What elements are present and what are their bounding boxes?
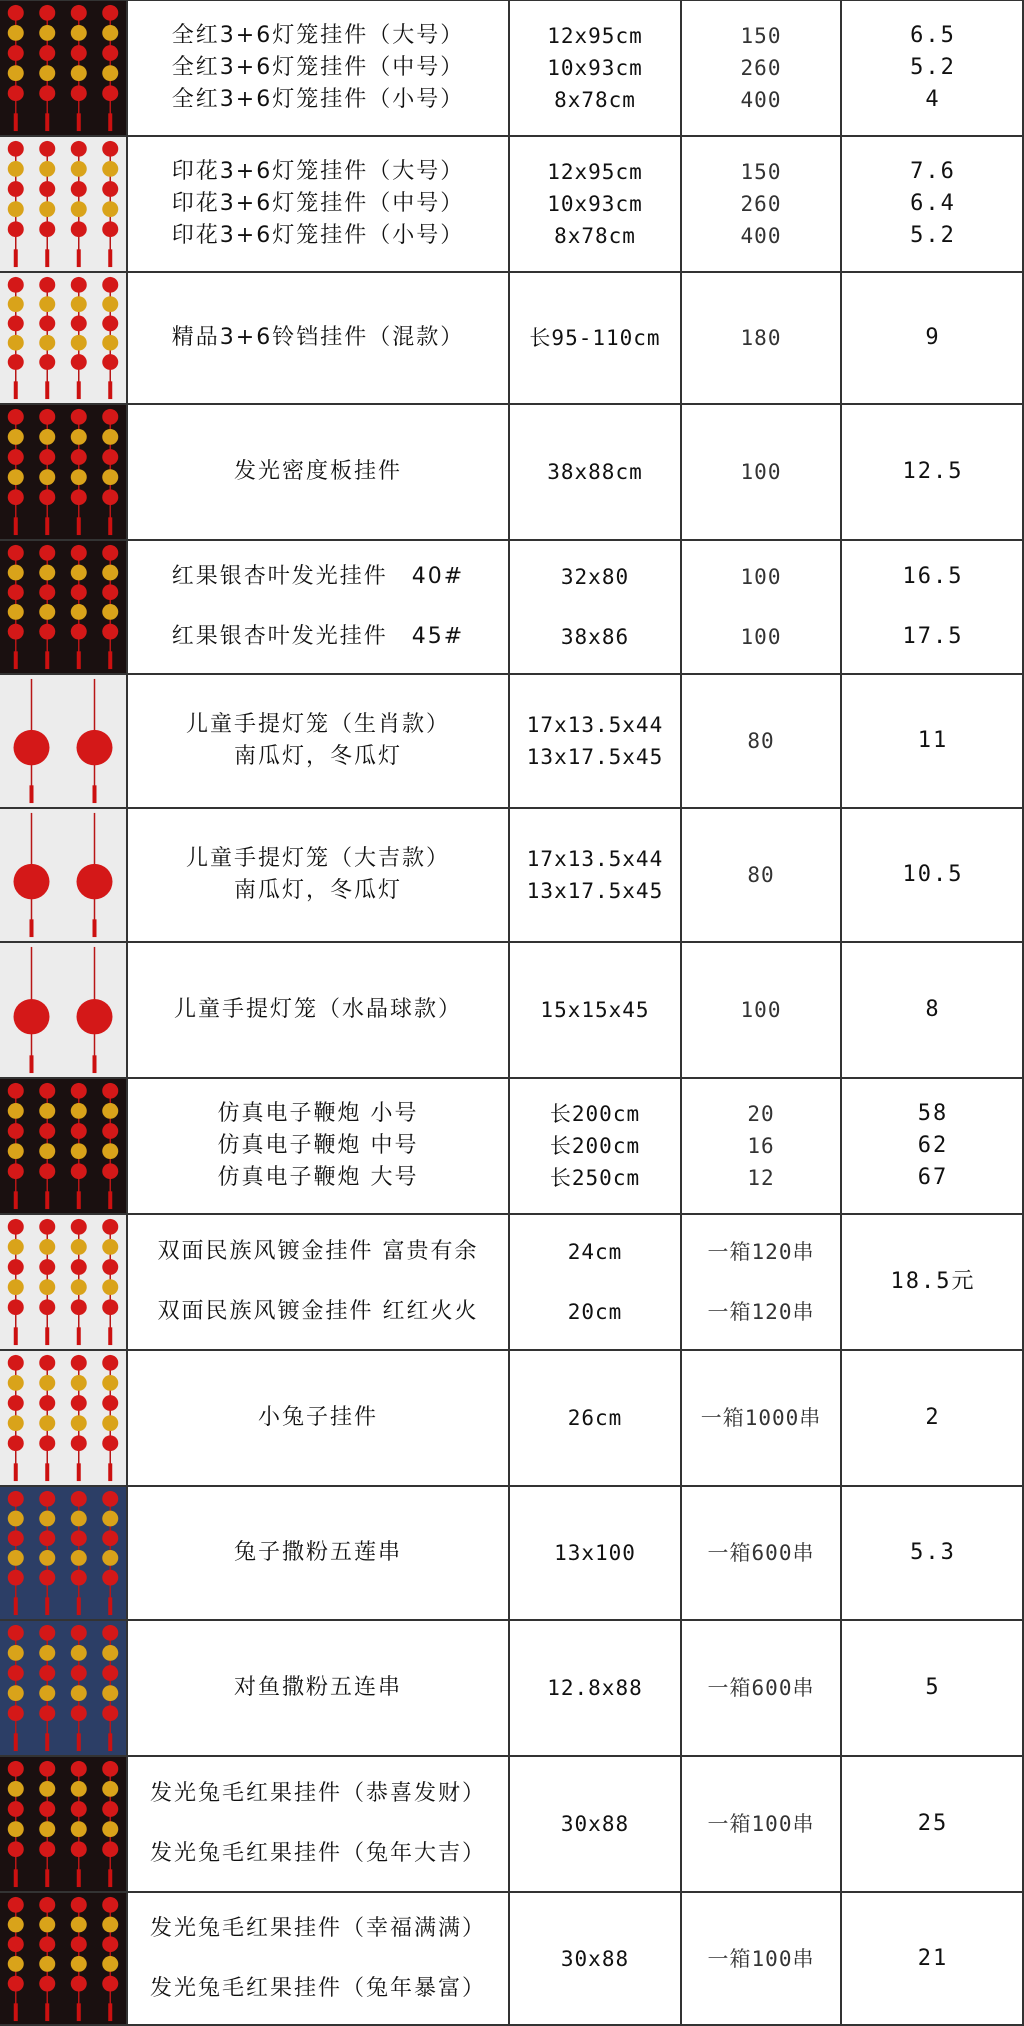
product-image	[0, 1893, 126, 2025]
product-size-line: 12.8x88	[547, 1676, 643, 1700]
table-row	[0, 1756, 1024, 1892]
pack-quantity-line: 一箱120串	[707, 1300, 815, 1324]
pack-quantity	[682, 1892, 840, 2026]
table-row	[0, 0, 1024, 136]
product-name-line: 仿真电子鞭炮 小号	[217, 1101, 419, 1126]
product-size	[510, 1756, 680, 1892]
product-size	[510, 1350, 680, 1486]
unit-price-line: 6.4	[910, 191, 956, 216]
product-name-line: 红果银杏叶发光挂件 45#	[171, 624, 465, 649]
pack-quantity-line: 400	[740, 224, 782, 248]
product-size	[510, 1620, 680, 1756]
product-name-line: 全红3+6灯笼挂件（大号）	[171, 23, 465, 48]
unit-price	[842, 0, 1024, 136]
product-size-line: 30x88	[560, 1947, 630, 1971]
product-name	[128, 1892, 508, 2026]
table-row	[0, 540, 1024, 674]
product-image	[0, 809, 126, 941]
pack-quantity	[682, 540, 840, 674]
product-image	[0, 541, 126, 673]
table-row	[0, 1620, 1024, 1756]
pack-quantity-line: 80	[747, 863, 775, 887]
product-name-line: 印花3+6灯笼挂件（小号）	[171, 223, 465, 248]
product-size-line: 长95-110cm	[529, 326, 661, 350]
product-name-line: 全红3+6灯笼挂件（中号）	[171, 55, 465, 80]
unit-price-line: 67	[917, 1165, 949, 1190]
row-divider	[0, 807, 1024, 809]
product-image	[0, 1757, 126, 1891]
product-size	[510, 540, 680, 674]
product-image	[0, 405, 126, 539]
product-size-line: 15x15x45	[540, 998, 650, 1022]
product-size	[510, 272, 680, 404]
product-name-line: 发光兔毛红果挂件（兔年暴富）	[149, 1976, 486, 2001]
product-image	[0, 1215, 126, 1349]
table-row	[0, 942, 1024, 1078]
product-image	[0, 273, 126, 403]
product-name	[128, 808, 508, 942]
pack-quantity-line: 一箱100串	[707, 1947, 815, 1971]
product-name-line: 发光兔毛红果挂件（幸福满满）	[149, 1916, 486, 1941]
product-size-line: 17x13.5x44	[526, 713, 664, 737]
pack-quantity	[682, 674, 840, 808]
product-size	[510, 1892, 680, 2026]
product-name	[128, 674, 508, 808]
product-name-line: 小兔子挂件	[257, 1405, 378, 1430]
product-name-line: 印花3+6灯笼挂件（大号）	[171, 159, 465, 184]
product-size-line: 8x78cm	[554, 224, 636, 248]
product-size-line: 长250cm	[549, 1166, 641, 1190]
row-divider	[0, 1619, 1024, 1621]
pack-quantity-line: 一箱120串	[707, 1240, 815, 1264]
pack-quantity-line: 12	[747, 1166, 775, 1190]
product-name	[128, 942, 508, 1078]
unit-price-line: 5	[925, 1675, 941, 1700]
unit-price-line: 12.5	[902, 459, 964, 484]
row-divider	[0, 1485, 1024, 1487]
product-size	[510, 1486, 680, 1620]
product-size-line: 8x78cm	[554, 88, 636, 112]
pack-quantity-line: 260	[740, 192, 782, 216]
product-image	[0, 1621, 126, 1755]
pack-quantity	[682, 404, 840, 540]
product-size-line: 12x95cm	[547, 160, 643, 184]
product-size-line: 10x93cm	[547, 56, 643, 80]
pack-quantity-line: 180	[740, 326, 782, 350]
product-name	[128, 540, 508, 674]
product-name-line: 仿真电子鞭炮 中号	[217, 1133, 419, 1158]
pack-quantity-line: 100	[740, 625, 782, 649]
product-name	[128, 404, 508, 540]
product-size	[510, 1214, 680, 1350]
product-name-line: 儿童手提灯笼（生肖款）	[185, 712, 450, 737]
table-row	[0, 808, 1024, 942]
product-size-line: 30x88	[560, 1812, 630, 1836]
unit-price	[842, 1756, 1024, 1892]
pack-quantity-line: 20	[747, 1102, 775, 1126]
product-size-line: 10x93cm	[547, 192, 643, 216]
product-name-line: 对鱼撒粉五连串	[233, 1675, 402, 1700]
unit-price	[842, 942, 1024, 1078]
table-row	[0, 674, 1024, 808]
column-divider	[680, 0, 682, 2026]
product-name-line: 兔子撒粉五莲串	[233, 1540, 402, 1565]
product-size-line: 38x86	[560, 625, 630, 649]
product-name-line: 仿真电子鞭炮 大号	[217, 1165, 419, 1190]
pack-quantity	[682, 136, 840, 272]
table-row	[0, 136, 1024, 272]
product-size-line: 13x17.5x45	[526, 879, 664, 903]
unit-price-line: 18.5元	[890, 1269, 976, 1294]
product-size-line: 长200cm	[549, 1134, 641, 1158]
pack-quantity-line: 150	[740, 24, 782, 48]
unit-price	[842, 404, 1024, 540]
row-divider	[0, 941, 1024, 943]
product-image	[0, 1079, 126, 1213]
column-divider	[840, 0, 842, 2026]
product-name	[128, 1756, 508, 1892]
pack-quantity-line: 一箱600串	[707, 1541, 815, 1565]
product-image	[0, 943, 126, 1077]
unit-price	[842, 674, 1024, 808]
unit-price-line: 17.5	[902, 624, 964, 649]
pack-quantity-line: 260	[740, 56, 782, 80]
pack-quantity	[682, 1486, 840, 1620]
product-name	[128, 1350, 508, 1486]
product-size	[510, 0, 680, 136]
pack-quantity	[682, 1214, 840, 1350]
pack-quantity	[682, 0, 840, 136]
row-divider	[0, 539, 1024, 541]
product-name	[128, 1620, 508, 1756]
unit-price-line: 5.2	[910, 55, 956, 80]
pack-quantity-line: 16	[747, 1134, 775, 1158]
pack-quantity-line: 400	[740, 88, 782, 112]
column-divider	[508, 0, 510, 2026]
pack-quantity	[682, 272, 840, 404]
table-row	[0, 1892, 1024, 2026]
unit-price	[842, 1350, 1024, 1486]
product-name-line: 印花3+6灯笼挂件（中号）	[171, 191, 465, 216]
product-image	[0, 1, 126, 135]
pack-quantity-line: 一箱600串	[707, 1676, 815, 1700]
product-size-line: 24cm	[567, 1240, 623, 1264]
product-name	[128, 1078, 508, 1214]
unit-price	[842, 272, 1024, 404]
row-divider	[0, 271, 1024, 273]
pack-quantity	[682, 1078, 840, 1214]
product-size-line: 26cm	[567, 1406, 623, 1430]
product-size-line: 长200cm	[549, 1102, 641, 1126]
unit-price	[842, 808, 1024, 942]
unit-price	[842, 1078, 1024, 1214]
row-divider	[0, 1755, 1024, 1757]
product-size-line: 13x17.5x45	[526, 745, 664, 769]
unit-price-line: 4	[925, 87, 941, 112]
product-size	[510, 942, 680, 1078]
product-name-line: 红果银杏叶发光挂件 40#	[171, 564, 465, 589]
pack-quantity-line: 一箱100串	[707, 1812, 815, 1836]
pack-quantity-line: 100	[740, 460, 782, 484]
product-name	[128, 1214, 508, 1350]
unit-price	[842, 136, 1024, 272]
row-divider	[0, 1349, 1024, 1351]
product-name-line: 全红3+6灯笼挂件（小号）	[171, 87, 465, 112]
unit-price	[842, 540, 1024, 674]
table-row	[0, 1078, 1024, 1214]
column-divider	[126, 0, 128, 2026]
unit-price-line: 62	[917, 1133, 949, 1158]
row-divider	[0, 673, 1024, 675]
product-name-line: 南瓜灯，冬瓜灯	[233, 878, 402, 903]
product-image	[0, 1487, 126, 1619]
unit-price	[842, 1486, 1024, 1620]
product-name-line: 儿童手提灯笼（大吉款）	[185, 846, 450, 871]
product-name-line: 儿童手提灯笼（水晶球款）	[173, 997, 462, 1022]
pack-quantity-line: 100	[740, 998, 782, 1022]
product-size-line: 12x95cm	[547, 24, 643, 48]
product-name	[128, 136, 508, 272]
product-image	[0, 137, 126, 271]
product-size	[510, 674, 680, 808]
unit-price-line: 5.2	[910, 223, 956, 248]
pack-quantity	[682, 808, 840, 942]
pack-quantity	[682, 1756, 840, 1892]
unit-price	[842, 1892, 1024, 2026]
row-divider	[0, 135, 1024, 137]
unit-price-line: 25	[917, 1811, 949, 1836]
product-name-line: 双面民族风镀金挂件 红红火火	[157, 1299, 479, 1324]
table-row	[0, 1486, 1024, 1620]
unit-price-line: 7.6	[910, 159, 956, 184]
pack-quantity-line: 100	[740, 565, 782, 589]
unit-price-line: 2	[925, 1405, 941, 1430]
product-size	[510, 404, 680, 540]
product-image	[0, 1351, 126, 1485]
table-row	[0, 1214, 1024, 1350]
product-name-line: 南瓜灯，冬瓜灯	[233, 744, 402, 769]
unit-price-line: 11	[917, 728, 949, 753]
unit-price-line: 21	[917, 1946, 949, 1971]
unit-price-line: 8	[925, 997, 941, 1022]
pack-quantity-line: 一箱1000串	[700, 1406, 822, 1430]
product-name-line: 精品3+6铃铛挂件（混款）	[171, 325, 465, 350]
unit-price-line: 58	[917, 1101, 949, 1126]
pack-quantity	[682, 942, 840, 1078]
product-name-line: 发光兔毛红果挂件（恭喜发财）	[149, 1781, 486, 1806]
product-name	[128, 0, 508, 136]
unit-price-line: 9	[925, 325, 941, 350]
product-name	[128, 272, 508, 404]
table-row	[0, 1350, 1024, 1486]
table-row	[0, 404, 1024, 540]
row-divider	[0, 1213, 1024, 1215]
product-size	[510, 136, 680, 272]
product-size-line: 20cm	[567, 1300, 623, 1324]
product-name-line: 发光密度板挂件	[233, 459, 402, 484]
product-size-line: 17x13.5x44	[526, 847, 664, 871]
row-divider	[0, 1891, 1024, 1893]
unit-price-line: 6.5	[910, 23, 956, 48]
product-image	[0, 675, 126, 807]
product-size-line: 32x80	[560, 565, 630, 589]
unit-price-line: 5.3	[910, 1540, 956, 1565]
product-name	[128, 1486, 508, 1620]
unit-price	[842, 1620, 1024, 1756]
pack-quantity-line: 80	[747, 729, 775, 753]
product-name-line: 发光兔毛红果挂件（兔年大吉）	[149, 1841, 486, 1866]
unit-price-line: 16.5	[902, 564, 964, 589]
unit-price-line: 10.5	[902, 862, 964, 887]
row-divider	[0, 0, 1024, 1]
table-row	[0, 272, 1024, 404]
product-size	[510, 1078, 680, 1214]
row-divider	[0, 403, 1024, 405]
product-size-line: 13x100	[554, 1541, 636, 1565]
pack-quantity	[682, 1620, 840, 1756]
product-size-line: 38x88cm	[547, 460, 643, 484]
unit-price	[842, 1214, 1024, 1350]
pack-quantity	[682, 1350, 840, 1486]
product-size	[510, 808, 680, 942]
row-divider	[0, 1077, 1024, 1079]
pack-quantity-line: 150	[740, 160, 782, 184]
product-name-line: 双面民族风镀金挂件 富贵有余	[157, 1239, 479, 1264]
